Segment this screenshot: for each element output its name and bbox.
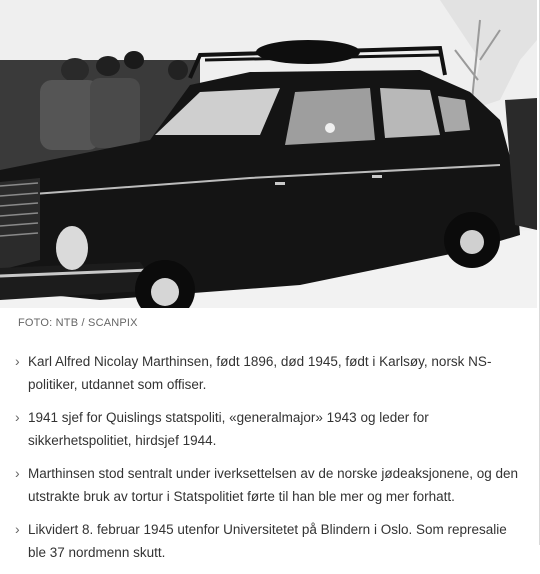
chevron-right-icon: › [15, 465, 20, 481]
chevron-right-icon: › [15, 521, 20, 537]
fact-item [0, 406, 520, 452]
chevron-right-icon: › [15, 353, 20, 369]
fact-text: Marthinsen stod sentralt under iverksettelsen av de norske jødeaksjonene, og den utstrakte bruk av tortur i Statspolitiet førte til han ble mer og mer forhatt. [28, 466, 519, 504]
fact-item [0, 462, 520, 508]
chevron-right-icon: › [15, 409, 20, 425]
fact-list [0, 350, 520, 574]
photo-credit: FOTO: NTB / SCANPIX [18, 317, 138, 329]
fact-text: Likvidert 8. februar 1945 utenfor Universitetet på Blindern i Oslo. Som represalie ble 37 nordmenn skutt. [28, 522, 507, 560]
fact-text: 1941 sjef for Quislings statspoliti, «generalmajor» 1943 og leder for sikkerhetspolitiet, hirdsjef 1944. [28, 410, 429, 448]
fact-item [0, 350, 520, 396]
fact-text: Karl Alfred Nicolay Marthinsen, født 1896, død 1945, født i Karlsøy, norsk NS-politiker, utdannet som offiser. [28, 354, 492, 392]
fact-item [0, 518, 520, 564]
